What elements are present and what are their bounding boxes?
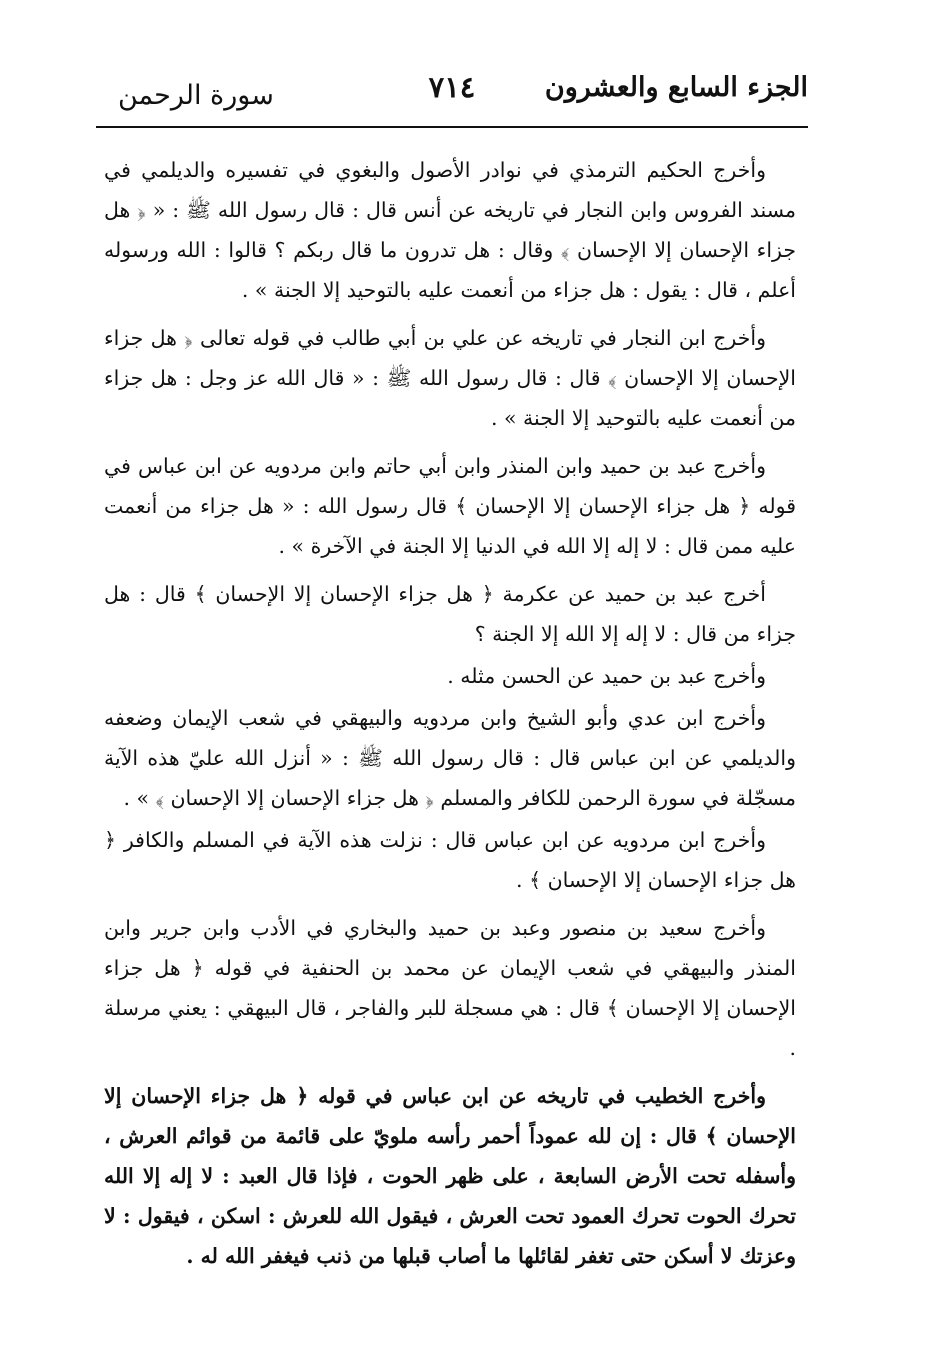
- paragraph: وأخرج عبد بن حميد وابن المنذر وابن أبي حاتم وابن مردويه عن ابن عباس في قوله ﴿ هل جزاء الإحسان إلا الإحسان ﴾ قال رسول الله : « هل جزاء من أنعمت عليه ممن قال : لا إله إلا الله في الدنيا إلا الجنة في الآخرة » .: [104, 454, 796, 558]
- part-title: الجزء السابع والعشرون: [544, 72, 808, 103]
- paragraph: وأخرج سعيد بن منصور وعبد بن حميد والبخاري في الأدب وابن جرير وابن المنذر والبيهقي في شعب الإيمان عن محمد بن الحنفية في قوله ﴿ هل جزاء الإحسان إلا الإحسان ﴾ قال : هي مسجلة للبر والفاجر ، قال البيهقي : يعني مرسلة .: [104, 916, 796, 1060]
- page-header: [96, 68, 808, 124]
- paragraph: وأخرج ابن النجار في تاريخه عن علي بن أبي طالب في قوله تعالى ﴿ هل جزاء الإحسان إلا الإحسان ﴾ قال : قال رسول الله ﷺ : « قال الله عز وجل : هل جزاء من أنعمت عليه بالتوحيد إلا الجنة » .: [104, 326, 796, 430]
- paragraph: وأخرج الحكيم الترمذي في نوادر الأصول والبغوي في تفسيره والديلمي في مسند الفروس وابن النجار في تاريخه عن أنس قال : قال رسول الله ﷺ : « ﴿ هل جزاء الإحسان إلا الإحسان ﴾ وقال : هل تدرون ما قال ربكم ؟ قالوا : الله ورسوله أعلم ، قال : يقول : هل جزاء من أنعمت عليه بالتوحيد إلا الجنة » .: [104, 158, 796, 302]
- paragraph: أخرج عبد بن حميد عن عكرمة ﴿ هل جزاء الإحسان إلا الإحسان ﴾ قال : هل جزاء من قال : لا إله إلا الله إلا الجنة ؟: [104, 582, 796, 646]
- page-number: ٧١٤: [428, 70, 476, 104]
- surah-title: سورة الرحمن: [118, 80, 274, 111]
- paragraph: وأخرج ابن مردويه عن ابن عباس قال : نزلت هذه الآية في المسلم والكافر ﴿ هل جزاء الإحسان إلا الإحسان ﴾ .: [104, 828, 796, 892]
- page-body: [104, 150, 796, 1284]
- header-divider: [96, 126, 808, 128]
- paragraph: وأخرج الخطيب في تاريخه عن ابن عباس في قوله ﴿ هل جزاء الإحسان إلا الإحسان ﴾ قال : إن لله عموداً أحمر رأسه ملويّ على قائمة من قوائم العرش ، وأسفله تحت الأرض السابعة ، على ظهر الحوت ، فإذا قال العبد : لا إله إلا الله تحرك الحوت تحرك العمود تحت العرش ، فيقول الله للعرش : اسكن ، فيقول : لا وعزتك لا أسكن حتى تغفر لقائلها ما أصاب قبلها من ذنب فيغفر الله له .: [104, 1084, 796, 1268]
- paragraph: وأخرج عبد بن حميد عن الحسن مثله .: [447, 664, 766, 688]
- paragraph: وأخرج ابن عدي وأبو الشيخ وابن مردويه والبيهقي في شعب الإيمان وضعفه والديلمي عن ابن عباس قال : قال رسول الله ﷺ : « أنزل الله عليّ هذه الآية مسجّلة في سورة الرحمن للكافر والمسلم ﴿ هل جزاء الإحسان إلا الإحسان ﴾ » .: [104, 706, 796, 810]
